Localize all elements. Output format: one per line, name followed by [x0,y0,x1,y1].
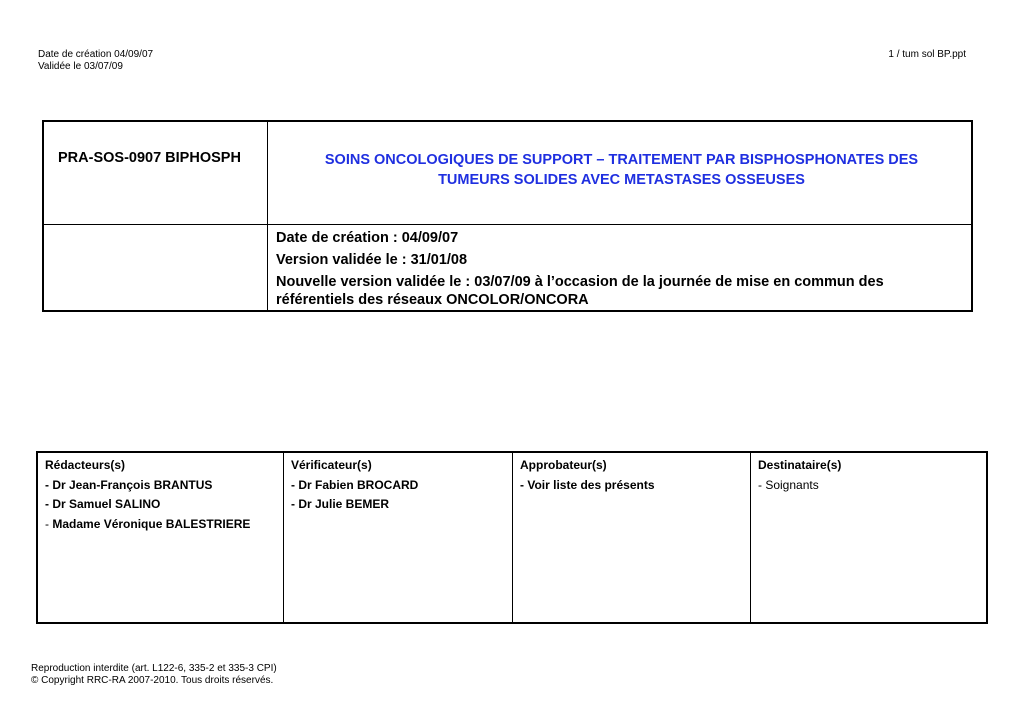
footer-reproduction: Reproduction interdite (art. L122-6, 335-2 et 335-3 CPI) [31,663,277,674]
verificateur-item: - Dr Julie BEMER [291,497,390,511]
new-version-line1: Nouvelle version validée le : 03/07/09 à l’occasion de la journée de mise en commun des [276,274,884,290]
page-header-ref: 1 / tum sol BP.ppt [888,49,966,60]
creation-date: Date de création : 04/09/07 [276,230,459,246]
table-divider-horizontal [44,224,971,225]
verificateurs-column [291,456,418,515]
approbateurs-column [520,456,655,495]
document-title-line2: TUMEURS SOLIDES AVEC METASTASES OSSEUSES [438,172,805,188]
document-title [270,150,973,190]
document-info-table [42,120,973,312]
destinataires-header: Destinataire(s) [758,458,842,472]
column-divider [750,453,751,622]
redacteur-item: - Dr Jean-François BRANTUS [45,477,213,492]
page-footer [31,663,277,687]
column-divider [283,453,284,622]
footer-copyright: © Copyright RRC-RA 2007-2010. Tous droits réservés. [31,675,274,686]
verificateurs-header: Vérificateur(s) [291,458,372,472]
signatures-table [36,451,988,624]
table-divider-vertical [267,122,268,310]
header-creation-date: Date de création 04/09/07 [38,49,154,60]
redacteur-item: - Dr Samuel SALINO [45,497,161,511]
destinataires-column [758,456,841,495]
new-version-line2: référentiels des réseaux ONCOLOR/ONCORA [276,292,589,308]
redacteurs-column [45,456,250,534]
document-code: PRA-SOS-0907 BIPHOSPH [58,150,241,166]
approbateur-item: - Voir liste des présents [520,477,655,492]
header-validation-date: Validée le 03/07/09 [38,61,123,72]
version-validated: Version validée le : 31/01/08 [276,252,468,268]
approbateurs-header: Approbateur(s) [520,458,607,472]
page-header-left [38,49,153,73]
verificateur-item: - Dr Fabien BROCARD [291,477,419,492]
redacteurs-header: Rédacteurs(s) [45,458,126,472]
destinataire-item: - Soignants [758,477,819,492]
column-divider [512,453,513,622]
document-title-line1: SOINS ONCOLOGIQUES DE SUPPORT – TRAITEMENT PAR BISPHOSPHONATES DES [324,152,919,168]
redacteur-item [45,515,250,535]
redacteur-item-name: Madame Véronique BALESTRIERE [52,516,251,531]
redacteur-item-dash: - [45,516,53,531]
document-dates [276,229,966,309]
